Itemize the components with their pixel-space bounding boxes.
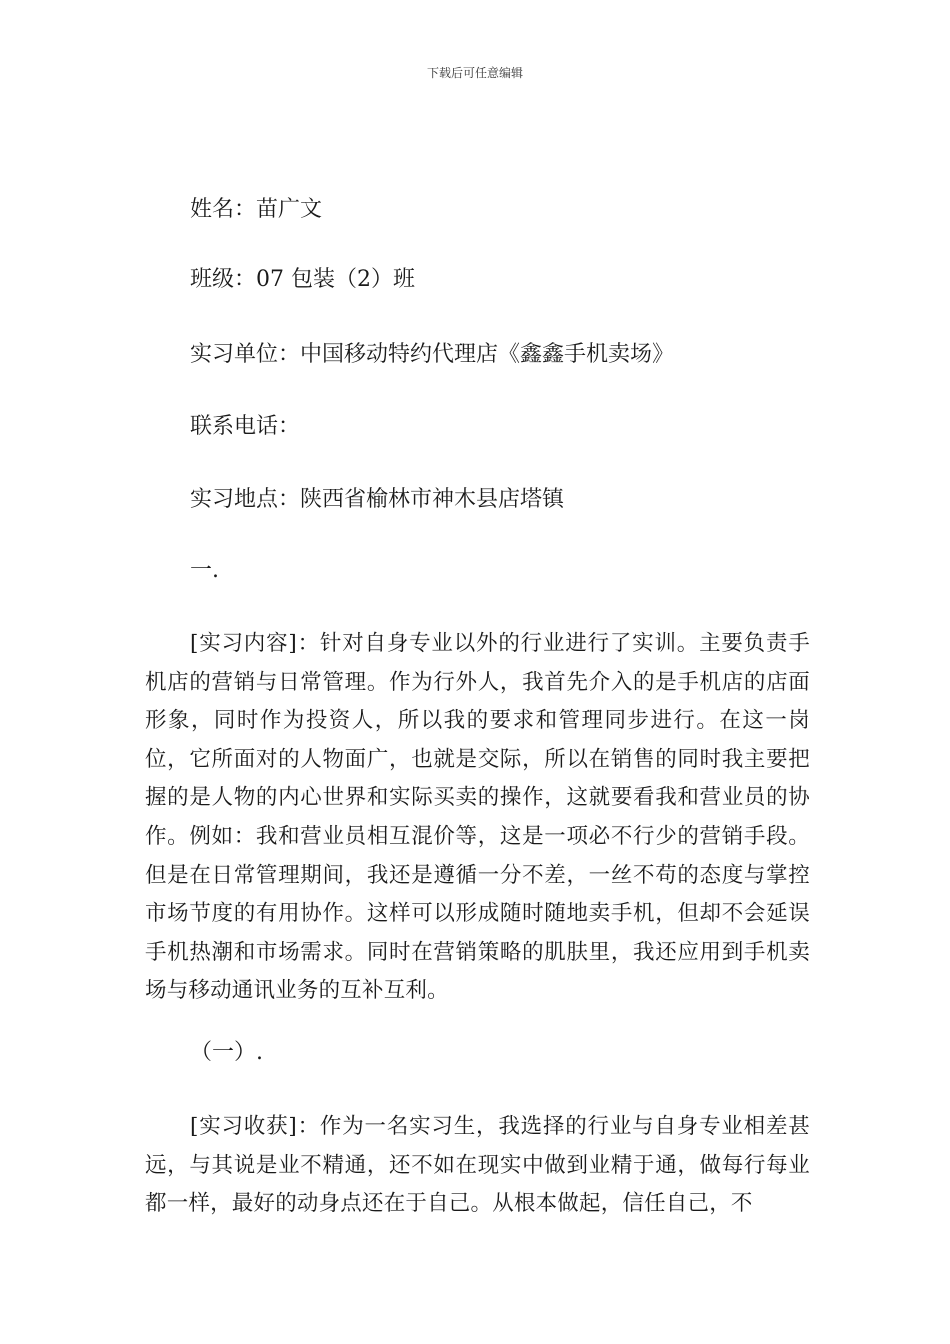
section-number-2: （一）. [190,1040,263,1065]
location-line: 实习地点：陕西省榆林市神木县店塔镇 [190,487,565,512]
internship-content-paragraph: [实习内容]：针对自身专业以外的行业进行了实训。主要负责手机店的营销与日常管理。作为行外人，我首先介入的是手机店的店面形象，同时作为投资人，所以我的要求和管理同步进行。在这一岗位，它所面对的人物面广，也就是交际，所以在销售的同时我主要把握的是人物的内心世界和实际买卖的操作，这就要看我和营业员的协作。例如：我和营业员相互混价等，这是一项必不行少的营销手段。但是在日常管理期间，我还是遵循一分不差，一丝不苟的态度与掌控市场节度的有用协作。这样可以形成随时随地卖手机，但却不会延误手机热潮和市场需求。同时在营销策略的肌肤里，我还应用到手机卖场与移动通讯业务的互补互利。 [145,631,810,1004]
class-line: 班级：07 包装（2）班 [190,267,415,292]
unit-line: 实习单位：中国移动特约代理店《鑫鑫手机卖场》 [190,342,675,367]
phone-line: 联系电话： [190,414,301,439]
page-header: 下载后可任意编辑 [426,66,523,80]
section-number-1: 一. [190,558,219,583]
internship-gains-paragraph: [实习收获]：作为一名实习生，我选择的行业与自身专业相差甚远，与其说是业不精通，还不如在现实中做到业精于通，做每行每业都一样，最好的动身点还在于自己。从根本做起，信任自己，不 [145,1114,810,1217]
name-line: 姓名：苗广文 [190,197,323,222]
